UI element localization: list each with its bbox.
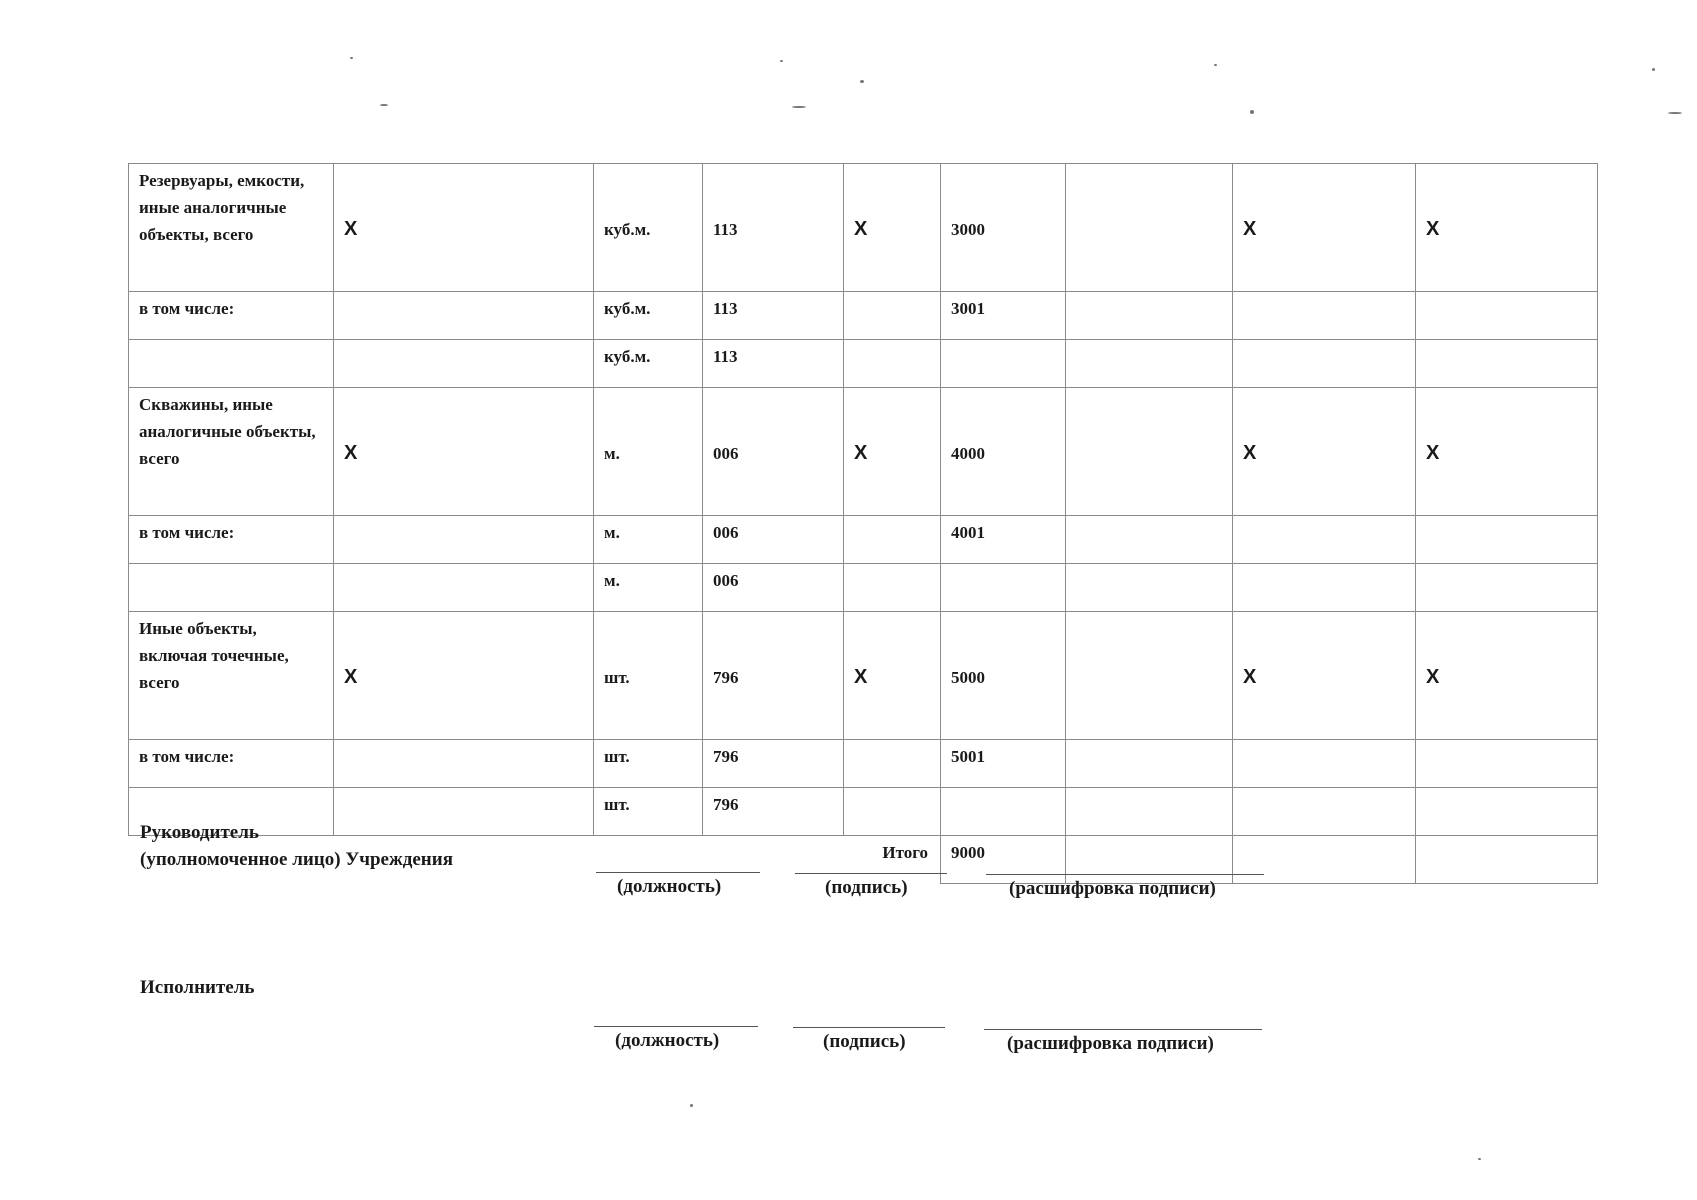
table-cell-col2 (334, 516, 594, 564)
table-cell-col8: X (1233, 612, 1416, 740)
table-cell-col5 (844, 788, 941, 836)
table-row (129, 516, 1598, 564)
table-cell-col8 (1233, 516, 1416, 564)
table-cell-col7 (1066, 564, 1233, 612)
table-cell-col9 (1416, 516, 1598, 564)
table-cell-unit: шт. (594, 612, 703, 740)
table-cell-col9: X (1416, 612, 1598, 740)
table-cell-col5: X (844, 388, 941, 516)
head-position-caption: (должность) (617, 876, 722, 897)
table-cell-unit: м. (594, 564, 703, 612)
table-total-cell (1066, 836, 1233, 884)
table-cell-line-code (941, 564, 1066, 612)
table-row (129, 612, 1598, 740)
table-cell-col7 (1066, 612, 1233, 740)
executor-position-caption: (должность) (615, 1030, 720, 1051)
table-cell-col7 (1066, 788, 1233, 836)
table-cell-name: в том числе: (129, 516, 334, 564)
table-cell-name: Иные объекты, включая точечные, всего (129, 612, 334, 740)
table-cell-col2 (334, 292, 594, 340)
scan-speck (1652, 68, 1655, 71)
executor-decoding-line (984, 1029, 1262, 1030)
table-cell-col5 (844, 340, 941, 388)
table-total-cell (1233, 836, 1416, 884)
table-cell-col8 (1233, 788, 1416, 836)
objects-table (128, 163, 1598, 884)
table-cell-col5 (844, 740, 941, 788)
head-position-line (596, 872, 760, 873)
table-body (129, 164, 1598, 884)
table-cell-okei: 006 (703, 516, 844, 564)
table-total-cell (1416, 836, 1598, 884)
head-signature-line (795, 873, 947, 874)
table-cell-col8 (1233, 740, 1416, 788)
executor-signature-caption: (подпись) (823, 1031, 906, 1052)
table-cell-line-code: 3001 (941, 292, 1066, 340)
table-cell-col2 (334, 564, 594, 612)
table-total-blank (703, 836, 844, 884)
head-title: Руководитель (140, 822, 259, 843)
table-cell-col5 (844, 564, 941, 612)
head-decoding-caption: (расшифровка подписи) (1009, 878, 1216, 899)
table-cell-unit: м. (594, 516, 703, 564)
table-cell-unit: м. (594, 388, 703, 516)
scan-speck (380, 104, 388, 106)
table-cell-col7 (1066, 292, 1233, 340)
table-cell-col5 (844, 516, 941, 564)
executor-signature-block (140, 974, 254, 1001)
table-cell-okei: 113 (703, 164, 844, 292)
head-decoding-line (986, 874, 1264, 875)
scan-speck (1214, 64, 1217, 66)
table-cell-col5: X (844, 612, 941, 740)
table-row (129, 292, 1598, 340)
table-cell-name: Резервуары, емкости, иные аналогичные объекты, всего (129, 164, 334, 292)
table-cell-col8: X (1233, 388, 1416, 516)
table-total-label: Итого (882, 843, 928, 862)
table-cell-okei: 006 (703, 564, 844, 612)
table-cell-col9 (1416, 740, 1598, 788)
table-cell-col9: X (1416, 388, 1598, 516)
table-row (129, 164, 1598, 292)
table-cell-unit: куб.м. (594, 340, 703, 388)
table-cell-okei: 006 (703, 388, 844, 516)
scan-speck (780, 60, 783, 62)
table-cell-col8 (1233, 340, 1416, 388)
table-cell-col5: X (844, 164, 941, 292)
table-cell-line-code: 3000 (941, 164, 1066, 292)
table-cell-okei: 796 (703, 740, 844, 788)
executor-decoding-caption: (расшифровка подписи) (1007, 1033, 1214, 1054)
table-cell-col9 (1416, 788, 1598, 836)
table-cell-col5 (844, 292, 941, 340)
table-total-line-code: 9000 (941, 836, 1066, 884)
table-row (129, 340, 1598, 388)
table-cell-col2: X (334, 388, 594, 516)
executor-title: Исполнитель (140, 977, 255, 998)
head-signature-block (140, 819, 453, 873)
table-cell-col8 (1233, 564, 1416, 612)
table-cell-okei: 113 (703, 292, 844, 340)
table-cell-col8 (1233, 292, 1416, 340)
table-cell-line-code: 4000 (941, 388, 1066, 516)
table-row (129, 740, 1598, 788)
table-cell-col9: X (1416, 164, 1598, 292)
executor-position-line (594, 1026, 758, 1027)
table-cell-col2 (334, 740, 594, 788)
table-cell-unit: куб.м. (594, 292, 703, 340)
table-cell-line-code (941, 788, 1066, 836)
table-cell-col7 (1066, 516, 1233, 564)
table-cell-okei: 796 (703, 612, 844, 740)
table-cell-line-code: 5000 (941, 612, 1066, 740)
table-cell-unit: шт. (594, 740, 703, 788)
table-cell-name: Скважины, иные аналогичные объекты, всего (129, 388, 334, 516)
table-cell-col7 (1066, 340, 1233, 388)
executor-signature-line (793, 1027, 945, 1028)
table-cell-line-code: 5001 (941, 740, 1066, 788)
table-cell-okei: 113 (703, 340, 844, 388)
scan-speck (350, 57, 353, 59)
table-row (129, 564, 1598, 612)
head-signature-caption: (подпись) (825, 877, 908, 898)
scan-speck (690, 1104, 693, 1107)
table-cell-col9 (1416, 340, 1598, 388)
table-cell-col2 (334, 340, 594, 388)
table-row (129, 388, 1598, 516)
scan-speck (1250, 110, 1254, 114)
table-cell-okei: 796 (703, 788, 844, 836)
table-cell-name: в том числе: (129, 292, 334, 340)
table-cell-line-code (941, 340, 1066, 388)
table-cell-col9 (1416, 564, 1598, 612)
scan-speck (1668, 112, 1682, 114)
table-cell-unit: куб.м. (594, 164, 703, 292)
table-cell-col7 (1066, 388, 1233, 516)
table-cell-name: в том числе: (129, 740, 334, 788)
scan-speck (1478, 1158, 1481, 1160)
scan-speck (860, 80, 864, 83)
table-cell-name (129, 564, 334, 612)
table-cell-name (129, 340, 334, 388)
table-cell-col7 (1066, 164, 1233, 292)
table-cell-col9 (1416, 292, 1598, 340)
table-cell-col2: X (334, 164, 594, 292)
head-subtitle: (уполномоченное лицо) Учреждения (140, 849, 453, 870)
table-cell-line-code: 4001 (941, 516, 1066, 564)
table-cell-unit: шт. (594, 788, 703, 836)
scan-speck (792, 106, 806, 108)
table-cell-col8: X (1233, 164, 1416, 292)
table-cell-col7 (1066, 740, 1233, 788)
table-cell-col2: X (334, 612, 594, 740)
